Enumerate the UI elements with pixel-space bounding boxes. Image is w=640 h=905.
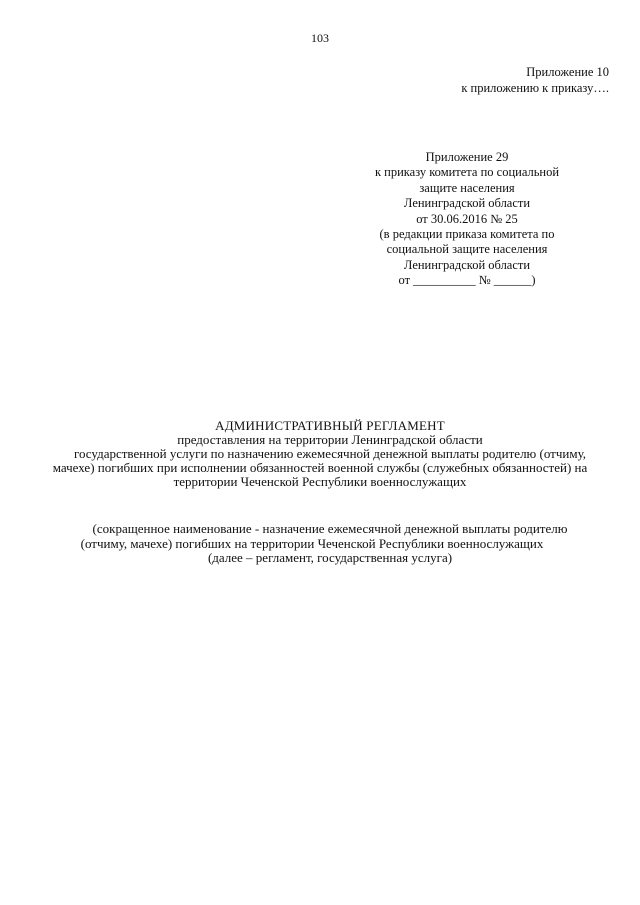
short-name-line: (далее – регламент, государственная услуга) [207, 550, 453, 565]
appendix-29-order-line: к приказу комитета по социальной [374, 165, 560, 180]
regulation-title: АДМИНИСТРАТИВНЫЙ РЕГЛАМЕНТ [215, 418, 445, 433]
appendix-29-revision-date-line: от __________ № ______) [398, 273, 536, 288]
regulation-subtitle-line: мачехе) погибших при исполнении обязанностей военной службы (служебных обязанностей) на [52, 460, 588, 475]
short-name-line: (сокращенное наименование - назначение ежемесячной денежной выплаты родителю [92, 521, 568, 536]
regulation-subtitle-line: предоставления на территории Ленинградской области [177, 432, 483, 447]
regulation-title-block [0, 419, 640, 489]
regulation-subtitle-line: территории Чеченской Республики военнослужащих [173, 474, 467, 489]
appendix-10-header [461, 64, 609, 96]
regulation-subtitle-line: государственной услуги по назначению ежемесячной денежной выплаты родителю (отчиму, [73, 446, 587, 461]
appendix-29-committee-line: защите населения [419, 180, 515, 195]
appendix-29-region-line: Ленинградской области [403, 196, 531, 211]
appendix-29-revision-region-line: Ленинградской области [403, 257, 531, 272]
page-number: 103 [311, 31, 329, 45]
appendix-29-revision-committee-line: социальной защите населения [386, 242, 548, 257]
appendix-29-date-line: от 30.06.2016 № 25 [416, 211, 518, 226]
appendix-29-title: Приложение 29 [425, 150, 509, 164]
appendix-29-revision-line: (в редакции приказа комитета по [379, 227, 555, 242]
regulation-short-name-block [0, 522, 640, 566]
appendix-10-title: Приложение 10 [526, 65, 609, 79]
appendix-10-reference: к приложению к приказу…. [461, 81, 609, 95]
short-name-line: (отчиму, мачехе) погибших на территории Чеченской Республики военнослужащих [80, 535, 544, 551]
appendix-29-header [358, 150, 576, 289]
